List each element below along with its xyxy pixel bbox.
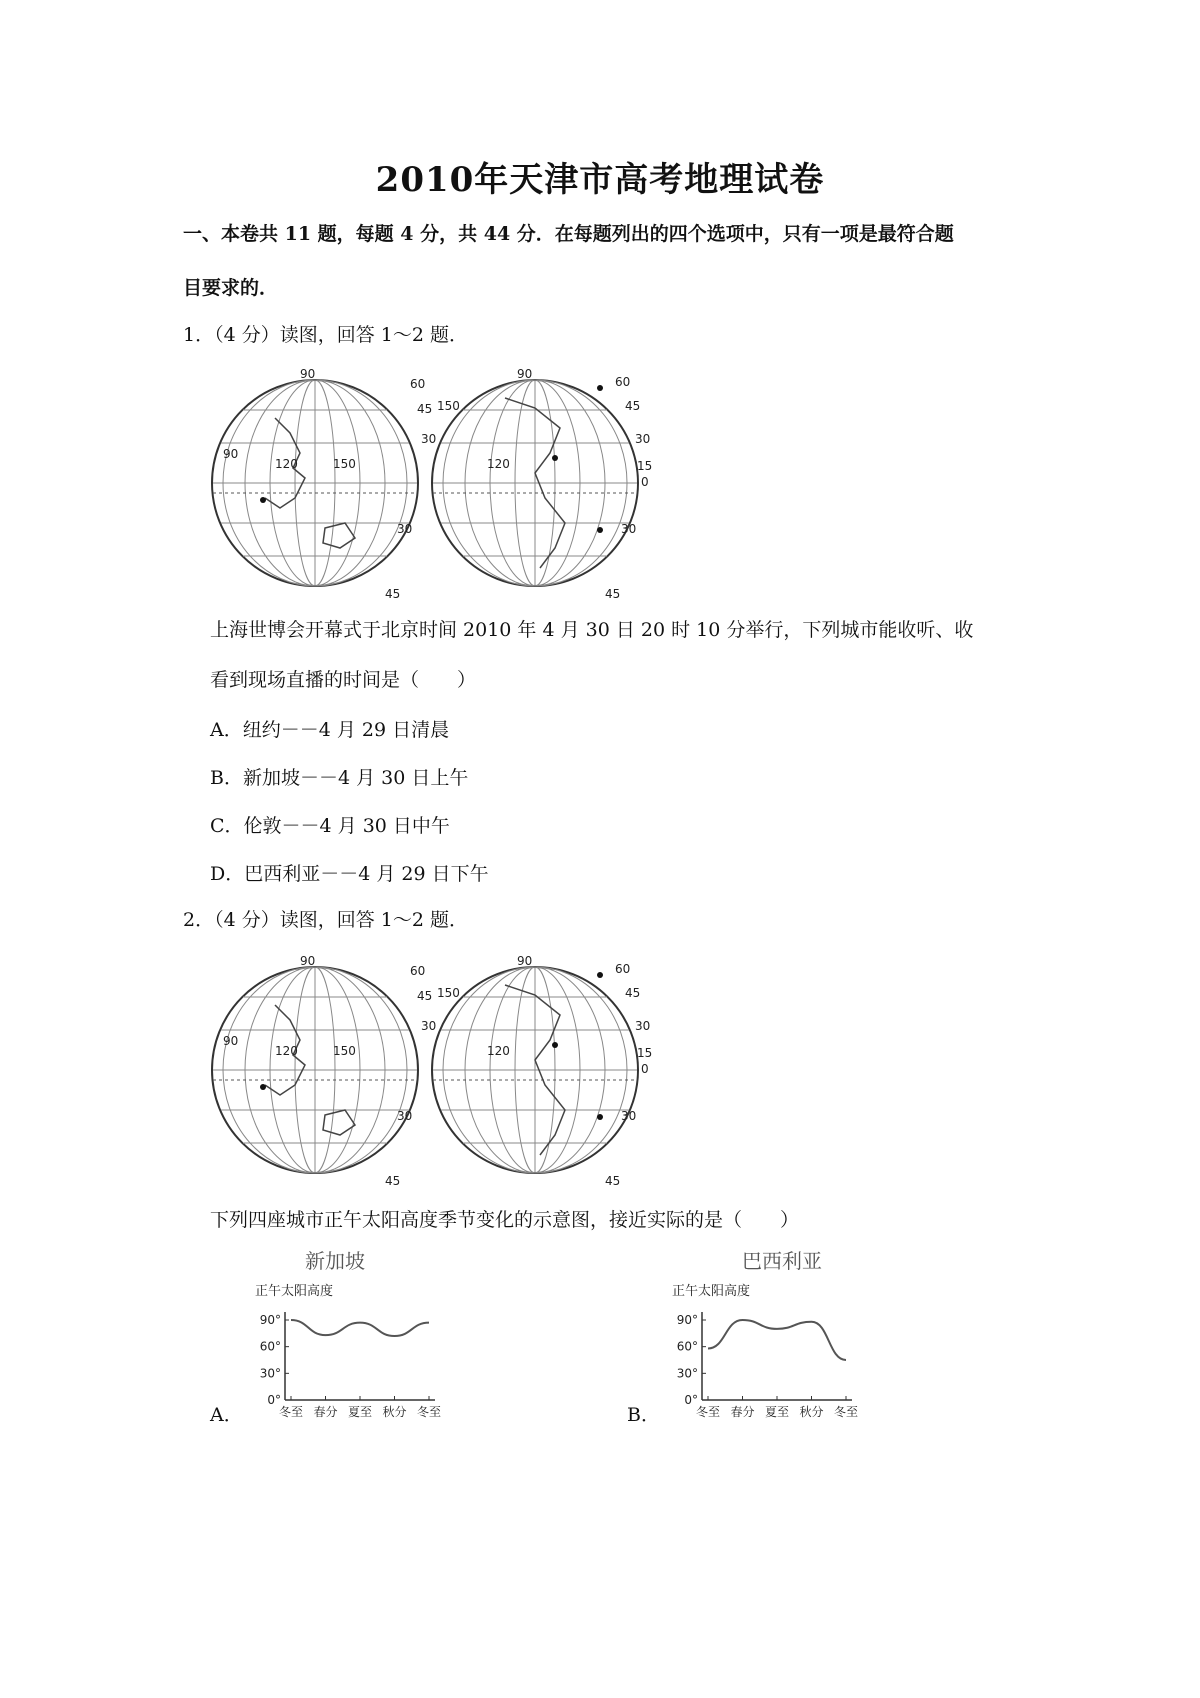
- chart-singapore: [245, 1240, 455, 1420]
- chart-singapore-series-line: [291, 1320, 429, 1336]
- globe-figure-q2: [205, 945, 665, 1195]
- chart-singapore-ylabel: 正午太阳高度: [255, 1284, 334, 1299]
- question-1-option-d: D．巴西利亚－－4 月 29 日下午: [210, 863, 489, 885]
- question-1-option-a: A．纽约－－4 月 29 日清晨: [210, 719, 450, 741]
- chart-brasilia-title: 巴西利亚: [742, 1249, 822, 1273]
- svg-text:150: 150: [437, 986, 460, 1000]
- globe-left-q2: [212, 954, 436, 1188]
- svg-text:120: 120: [487, 457, 510, 471]
- chart-singapore-xtick-label: 夏至: [347, 1405, 373, 1419]
- svg-text:30: 30: [635, 432, 651, 446]
- chart-singapore-xtick-label: 冬至: [416, 1405, 442, 1419]
- chart-singapore-xtick-label: 冬至: [278, 1405, 304, 1419]
- chart-brasilia-ytick-label: 90°: [676, 1313, 698, 1327]
- chart-singapore-ytick-label: 60°: [259, 1339, 281, 1354]
- svg-text:30: 30: [421, 1019, 437, 1033]
- chart-brasilia-xtick-label: 秋分: [799, 1405, 824, 1419]
- chart-singapore-ytick-label: 90°: [259, 1313, 281, 1327]
- svg-text:30: 30: [397, 1109, 413, 1123]
- svg-text:150: 150: [437, 399, 460, 413]
- svg-text:15: 15: [637, 1046, 653, 1060]
- svg-text:60: 60: [410, 377, 426, 391]
- chart-singapore-ytick-label: 30°: [259, 1366, 281, 1381]
- globe-figure-q1: [205, 358, 665, 608]
- svg-text:0: 0: [641, 475, 649, 489]
- svg-text:45: 45: [385, 1174, 401, 1188]
- question-1-option-c: C．伦敦－－4 月 30 日中午: [210, 815, 450, 837]
- chart-brasilia-xtick-label: 冬至: [695, 1405, 721, 1419]
- svg-text:60: 60: [410, 964, 426, 978]
- question-2-option-a: A．: [210, 1404, 243, 1426]
- section-instruction-line2: 目要求的．: [183, 277, 279, 299]
- svg-text:45: 45: [625, 399, 641, 413]
- question-1-stem-line2: 看到现场直播的时间是（ ）: [210, 669, 477, 691]
- svg-text:90: 90: [517, 367, 533, 381]
- chart-singapore-xtick-label: 春分: [313, 1405, 338, 1419]
- chart-brasilia-xtick-label: 夏至: [764, 1405, 790, 1419]
- svg-text:60: 60: [615, 962, 631, 976]
- chart-singapore-ytick-label: 0°: [267, 1393, 281, 1407]
- question-1-option-b: B．新加坡－－4 月 30 日上午: [210, 767, 469, 789]
- svg-text:45: 45: [605, 587, 621, 601]
- svg-text:90: 90: [517, 954, 533, 968]
- svg-text:150: 150: [333, 1044, 356, 1058]
- chart-brasilia-series-line: [708, 1320, 846, 1360]
- svg-text:45: 45: [605, 1174, 621, 1188]
- svg-text:30: 30: [421, 432, 437, 446]
- svg-text:60: 60: [615, 375, 631, 389]
- chart-singapore-title: 新加坡: [305, 1249, 365, 1273]
- svg-text:30: 30: [635, 1019, 651, 1033]
- svg-text:120: 120: [275, 457, 298, 471]
- globe-right: [432, 367, 652, 601]
- svg-text:30: 30: [621, 522, 637, 536]
- svg-text:120: 120: [275, 1044, 298, 1058]
- svg-text:45: 45: [385, 587, 401, 601]
- svg-text:45: 45: [417, 402, 433, 416]
- svg-text:0: 0: [641, 1062, 649, 1076]
- chart-brasilia-ytick-label: 30°: [676, 1366, 698, 1381]
- section-instruction-line1: 一、本卷共 11 题，每题 4 分，共 44 分．在每题列出的四个选项中，只有一项是最符合题: [183, 223, 954, 245]
- svg-text:90: 90: [300, 954, 316, 968]
- svg-text:90: 90: [223, 447, 239, 461]
- svg-text:30: 30: [621, 1109, 637, 1123]
- page-title: 2010年天津市高考地理试卷: [375, 160, 825, 200]
- svg-text:120: 120: [487, 1044, 510, 1058]
- chart-brasilia-ylabel: 正午太阳高度: [672, 1284, 751, 1299]
- question-2-stem: 下列四座城市正午太阳高度季节变化的示意图，接近实际的是（ ）: [210, 1209, 800, 1231]
- svg-text:90: 90: [223, 1034, 239, 1048]
- chart-brasilia: [662, 1240, 872, 1420]
- globe-right-q2: [432, 954, 652, 1188]
- svg-text:45: 45: [625, 986, 641, 1000]
- svg-text:150: 150: [333, 457, 356, 471]
- globe-left: [212, 367, 436, 601]
- question-2-header: 2．（4 分）读图，回答 1～2 题．: [183, 909, 468, 931]
- chart-brasilia-xtick-label: 冬至: [833, 1405, 859, 1419]
- chart-brasilia-ytick-label: 60°: [676, 1339, 698, 1354]
- svg-text:30: 30: [397, 522, 413, 536]
- chart-brasilia-xtick-label: 春分: [730, 1405, 755, 1419]
- svg-text:45: 45: [417, 989, 433, 1003]
- question-2-option-b: B．: [627, 1404, 660, 1426]
- question-1-stem-line1: 上海世博会开幕式于北京时间 2010 年 4 月 30 日 20 时 10 分举行，下列城市能收听、收: [210, 619, 974, 641]
- chart-singapore-xtick-label: 秋分: [382, 1405, 407, 1419]
- svg-text:90: 90: [300, 367, 316, 381]
- chart-brasilia-ytick-label: 0°: [684, 1393, 698, 1407]
- question-1-header: 1．（4 分）读图，回答 1～2 题．: [183, 324, 468, 346]
- svg-text:15: 15: [637, 459, 653, 473]
